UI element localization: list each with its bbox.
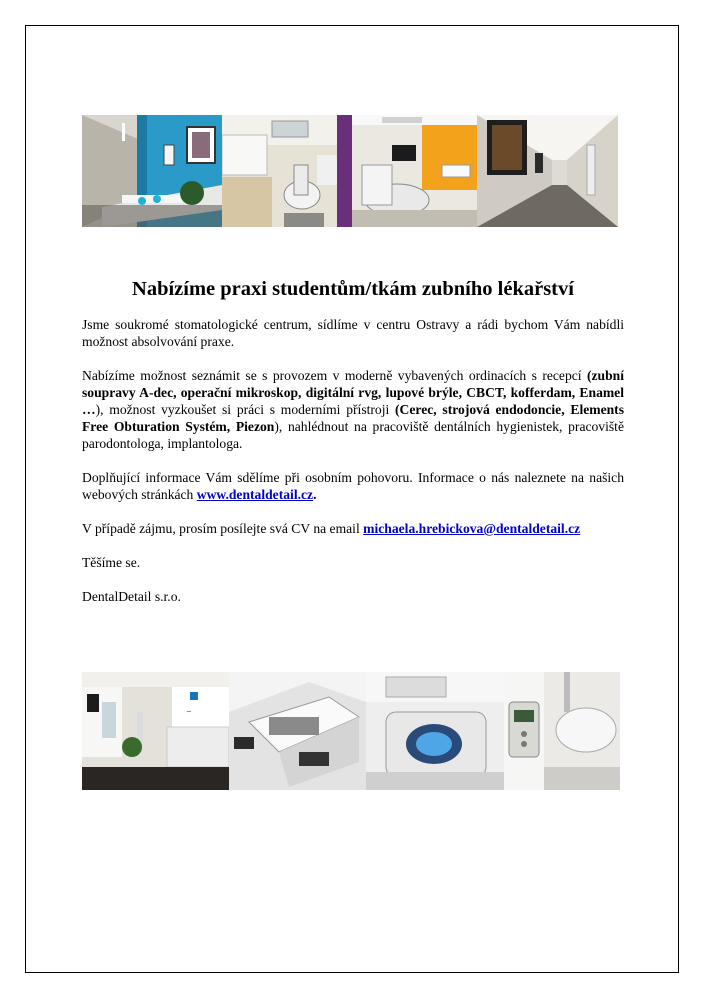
info-text-1: Doplňující informace Vám sdělíme při osobním pohovoru. Informace o nás naleznete na našich webových stránkách: [82, 470, 624, 502]
email-link[interactable]: michaela.hrebickova@dentaldetail.cz: [363, 521, 581, 536]
info-text-2: .: [313, 487, 317, 502]
instruments-list: (Cerec, strojová endodoncie, Elements Free Obturation Systém, Piezon: [82, 402, 624, 434]
offer-text-3: ), nahlédnout na pracoviště dentálních hygienistek, pracoviště parodontologa, implantologa.: [82, 419, 624, 451]
info-paragraph: [82, 469, 624, 503]
signature: DentalDetail s.r.o.: [82, 589, 181, 604]
contact-text: V případě zájmu, prosím posílejte svá CV na email: [82, 521, 364, 536]
photo-dental-office: [222, 115, 352, 227]
reception-logo: ~: [186, 708, 192, 716]
offer-text-1: Nabízíme možnost seznámit se s provozem v moderně vybavených ordinacích s recepcí: [82, 368, 587, 383]
photo-reception: [82, 672, 229, 790]
website-link[interactable]: www.dentaldetail.cz: [196, 487, 314, 502]
contact-paragraph: [82, 520, 624, 537]
photo-dental-unit: [504, 672, 620, 790]
offer-text-2: ), možnost vyzkoušet si práci s moderními přístroji: [95, 402, 396, 417]
top-photo-strip: [82, 115, 618, 227]
photo-scanner: [229, 672, 366, 790]
photo-waiting-room: [82, 115, 222, 227]
closing-paragraph: Těšíme se.: [82, 555, 141, 570]
bottom-photo-strip: [82, 672, 620, 790]
intro-paragraph: Jsme soukromé stomatologické centrum, sídlíme v centru Ostravy a rádi bychom Vám nabídli možnost absolvování praxe.: [82, 317, 624, 349]
page-title: Nabízíme praxi studentům/tkám zubního lékařství: [132, 278, 574, 300]
photo-milling-unit: [366, 672, 504, 790]
photo-treatment-room: [352, 115, 477, 227]
equipment-list: (zubní soupravy A-dec, operační mikroskop, digitální rvg, lupové brýle, CBCT, kofferdam, Enamel …: [82, 368, 624, 417]
photo-corridor: [477, 115, 618, 227]
document-body: [82, 316, 624, 622]
offer-paragraph: [82, 367, 624, 452]
